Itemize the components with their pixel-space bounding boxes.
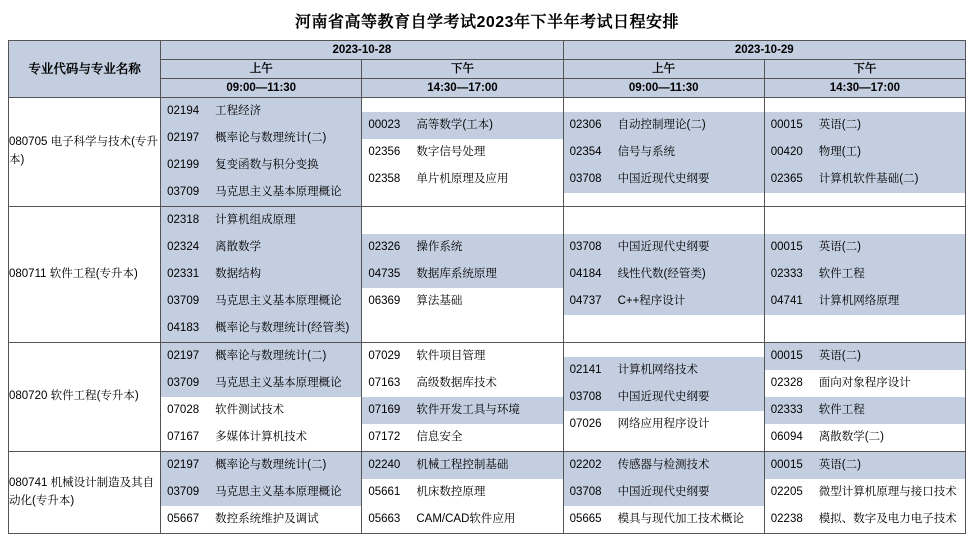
- table-row: [9, 452, 966, 534]
- course-name: 中国近现代史纲要: [617, 241, 710, 253]
- course-name: 机床数控原理: [416, 486, 486, 498]
- course-entry: [765, 343, 965, 370]
- course-list: [564, 112, 764, 193]
- course-entry: [564, 234, 764, 261]
- header-major-column: 专业代码与专业名称: [9, 41, 161, 98]
- course-code: 05667: [167, 513, 200, 525]
- course-code: 04735: [368, 268, 401, 280]
- session-cell: [362, 98, 563, 207]
- course-name: 软件工程: [818, 404, 865, 416]
- course-name: 数据库系统原理: [416, 268, 497, 280]
- course-list: [362, 234, 562, 315]
- course-entry: [765, 506, 965, 533]
- exam-schedule-table: [8, 40, 966, 534]
- table-row: [9, 98, 966, 207]
- course-code: 07026: [569, 417, 602, 430]
- header-session-label-3: 上午: [563, 60, 764, 79]
- course-code: 05661: [368, 486, 401, 498]
- course-code: 07029: [368, 350, 401, 362]
- course-name: 单片机原理及应用: [416, 172, 509, 185]
- header-session-time-2: 14:30—17:00: [362, 79, 563, 98]
- course-name: 马克思主义基本原理概论: [215, 186, 342, 198]
- session-cell: [161, 98, 362, 207]
- course-entry: [161, 288, 361, 315]
- course-list: [765, 112, 965, 193]
- session-cell: [362, 207, 563, 343]
- course-list: [564, 452, 764, 533]
- course-code: 00015: [770, 459, 803, 471]
- course-name: 概率论与数理统计(二): [215, 132, 327, 144]
- course-list: [564, 234, 764, 315]
- header-session-label-2: 下午: [362, 60, 563, 79]
- course-entry: [362, 397, 562, 424]
- course-list: [564, 357, 764, 438]
- course-code: 02141: [569, 363, 602, 376]
- course-entry: [161, 343, 361, 370]
- course-name: 马克思主义基本原理概论: [215, 377, 342, 389]
- course-entry: [564, 139, 764, 166]
- course-entry: [765, 234, 965, 261]
- course-name: 马克思主义基本原理概论: [215, 486, 342, 498]
- course-entry: [362, 139, 562, 166]
- course-name: 软件开发工具与环境: [416, 404, 520, 416]
- course-code: 02306: [569, 118, 602, 131]
- course-entry: [564, 411, 764, 438]
- course-name: 网络应用程序设计: [617, 417, 710, 430]
- course-name: 离散数学: [215, 241, 262, 253]
- course-code: 03709: [167, 377, 200, 389]
- course-code: 03709: [167, 486, 200, 498]
- course-entry: [765, 370, 965, 397]
- course-code: 04184: [569, 268, 602, 280]
- course-code: 04183: [167, 322, 200, 334]
- course-code: 04737: [569, 295, 602, 307]
- course-name: 物理(工): [818, 145, 861, 158]
- table-body: [9, 98, 966, 534]
- course-entry: [765, 479, 965, 506]
- course-name: 操作系统: [416, 241, 463, 253]
- course-list: [362, 452, 562, 533]
- session-cell: [161, 207, 362, 343]
- course-code: 02324: [167, 241, 200, 253]
- course-entry: [564, 166, 764, 193]
- course-name: 概率论与数理统计(二): [215, 350, 327, 362]
- session-cell: [362, 343, 563, 452]
- course-entry: [362, 261, 562, 288]
- course-code: 02326: [368, 241, 401, 253]
- major-cell: 080705 电子科学与技术(专升本): [9, 98, 161, 207]
- table-row: [9, 343, 966, 452]
- header-session-label-4: 下午: [764, 60, 965, 79]
- course-code: 02238: [770, 513, 803, 525]
- header-date-1: 2023-10-28: [161, 41, 563, 60]
- course-name: 传感器与检测技术: [617, 459, 710, 471]
- course-code: 02205: [770, 486, 803, 498]
- course-code: 03708: [569, 486, 602, 498]
- course-entry: [564, 261, 764, 288]
- course-code: 02328: [770, 377, 803, 389]
- course-entry: [161, 315, 361, 342]
- course-code: 02197: [167, 459, 200, 471]
- course-entry: [362, 424, 562, 451]
- course-code: 07163: [368, 377, 401, 389]
- session-cell: [563, 98, 764, 207]
- course-code: 07172: [368, 431, 401, 443]
- course-code: 02197: [167, 350, 200, 362]
- course-entry: [362, 370, 562, 397]
- course-entry: [564, 112, 764, 139]
- course-list: [765, 452, 965, 533]
- session-cell: [764, 207, 965, 343]
- course-entry: [161, 261, 361, 288]
- course-name: 计算机网络技术: [617, 363, 699, 376]
- course-entry: [564, 357, 764, 384]
- course-entry: [765, 397, 965, 424]
- course-name: 概率论与数理统计(二): [215, 459, 327, 471]
- course-name: 工程经济: [215, 105, 262, 117]
- session-cell: [563, 452, 764, 534]
- course-code: 07169: [368, 404, 401, 416]
- course-code: 02333: [770, 268, 803, 280]
- course-name: 软件项目管理: [416, 350, 486, 362]
- course-code: 02199: [167, 159, 200, 171]
- course-entry: [161, 397, 361, 424]
- course-name: 英语(二): [818, 350, 861, 362]
- session-cell: [161, 343, 362, 452]
- header-session-time-4: 14:30—17:00: [764, 79, 965, 98]
- course-name: 英语(二): [818, 241, 861, 253]
- table-header: [9, 41, 966, 98]
- course-list: [161, 452, 361, 533]
- course-code: 07167: [167, 431, 200, 443]
- session-cell: [362, 452, 563, 534]
- course-entry: [161, 179, 361, 206]
- course-code: 06369: [368, 295, 401, 307]
- course-code: 02202: [569, 459, 602, 471]
- course-name: 中国近现代史纲要: [617, 486, 710, 498]
- course-name: 自动控制理论(二): [617, 118, 706, 131]
- course-code: 02354: [569, 145, 602, 158]
- course-code: 05663: [368, 513, 401, 525]
- session-cell: [563, 207, 764, 343]
- course-name: 软件工程: [818, 268, 865, 280]
- course-entry: [564, 506, 764, 533]
- course-name: 面向对象程序设计: [818, 377, 911, 389]
- course-code: 02333: [770, 404, 803, 416]
- course-entry: [161, 452, 361, 479]
- course-entry: [362, 112, 562, 139]
- course-name: 机械工程控制基础: [416, 459, 509, 471]
- course-name: 离散数学(二): [818, 431, 884, 443]
- page-title: 河南省高等教育自学考试2023年下半年考试日程安排: [294, 14, 680, 31]
- course-code: 03708: [569, 241, 602, 253]
- session-cell: [764, 98, 965, 207]
- table-row: [9, 207, 966, 343]
- course-code: 00015: [770, 118, 803, 131]
- course-list: [765, 343, 965, 451]
- course-list: [161, 207, 361, 342]
- course-entry: [564, 384, 764, 411]
- course-list: [161, 98, 361, 206]
- course-entry: [161, 98, 361, 125]
- major-cell: 080720 软件工程(专升本): [9, 343, 161, 452]
- course-code: 02331: [167, 268, 200, 280]
- course-entry: [765, 112, 965, 139]
- course-name: 信息安全: [416, 431, 463, 443]
- session-cell: [563, 343, 764, 452]
- header-session-time-1: 09:00—11:30: [161, 79, 362, 98]
- course-code: 00023: [368, 118, 401, 131]
- course-name: 信号与系统: [617, 145, 676, 158]
- course-name: 线性代数(经管类): [617, 268, 706, 280]
- course-name: 模拟、数字及电力电子技术: [818, 513, 957, 525]
- course-code: 03709: [167, 186, 200, 198]
- course-name: 高级数据库技术: [416, 377, 497, 389]
- course-name: 计算机网络原理: [818, 295, 900, 307]
- course-code: 03708: [569, 172, 602, 185]
- course-entry: [362, 506, 562, 533]
- major-cell: 080741 机械设计制造及其自动化(专升本): [9, 452, 161, 534]
- course-name: 马克思主义基本原理概论: [215, 295, 342, 307]
- session-cell: [764, 343, 965, 452]
- course-entry: [161, 479, 361, 506]
- course-name: 计算机组成原理: [215, 214, 296, 226]
- course-entry: [362, 343, 562, 370]
- course-name: 概率论与数理统计(经管类): [215, 322, 350, 334]
- course-entry: [362, 452, 562, 479]
- course-name: CAM/CAD软件应用: [416, 513, 516, 525]
- course-name: 中国近现代史纲要: [617, 172, 710, 185]
- course-code: 03708: [569, 390, 602, 403]
- course-entry: [161, 207, 361, 234]
- course-entry: [161, 506, 361, 533]
- course-name: 计算机软件基础(二): [818, 172, 919, 185]
- course-code: 03709: [167, 295, 200, 307]
- header-session-time-3: 09:00—11:30: [563, 79, 764, 98]
- course-name: 模具与现代加工技术概论: [617, 513, 745, 525]
- course-entry: [564, 288, 764, 315]
- course-name: 英语(二): [818, 118, 861, 131]
- course-entry: [161, 370, 361, 397]
- course-entry: [362, 288, 562, 315]
- course-entry: [765, 139, 965, 166]
- course-name: 多媒体计算机技术: [215, 431, 308, 443]
- course-entry: [564, 479, 764, 506]
- course-name: 中国近现代史纲要: [617, 390, 710, 403]
- course-code: 02365: [770, 172, 803, 185]
- course-entry: [362, 166, 562, 193]
- course-entry: [765, 261, 965, 288]
- major-cell: 080711 软件工程(专升本): [9, 207, 161, 343]
- course-name: C++程序设计: [617, 295, 686, 307]
- header-date-2: 2023-10-29: [563, 41, 965, 60]
- course-entry: [161, 424, 361, 451]
- course-code: 00420: [770, 145, 803, 158]
- course-list: [765, 234, 965, 315]
- course-name: 复变函数与积分变换: [215, 159, 319, 171]
- course-code: 07028: [167, 404, 200, 416]
- course-name: 英语(二): [818, 459, 861, 471]
- course-entry: [161, 152, 361, 179]
- course-entry: [765, 424, 965, 451]
- course-code: 02356: [368, 145, 401, 158]
- course-name: 算法基础: [416, 295, 463, 307]
- course-entry: [161, 125, 361, 152]
- course-name: 高等数学(工本): [416, 118, 494, 131]
- session-cell: [161, 452, 362, 534]
- header-session-label-1: 上午: [161, 60, 362, 79]
- course-name: 数控系统维护及调试: [215, 513, 319, 525]
- course-name: 软件测试技术: [215, 404, 285, 416]
- course-code: 02318: [167, 214, 200, 226]
- course-code: 02194: [167, 105, 200, 117]
- course-entry: [362, 234, 562, 261]
- course-name: 数字信号处理: [416, 145, 486, 158]
- course-list: [161, 343, 361, 451]
- course-entry: [564, 452, 764, 479]
- course-entry: [362, 479, 562, 506]
- course-code: 02240: [368, 459, 401, 471]
- course-name: 数据结构: [215, 268, 262, 280]
- course-code: 04741: [770, 295, 803, 307]
- course-list: [362, 112, 562, 193]
- course-code: 05665: [569, 513, 602, 525]
- course-code: 02197: [167, 132, 200, 144]
- course-code: 02358: [368, 172, 401, 185]
- course-entry: [765, 288, 965, 315]
- course-code: 06094: [770, 431, 803, 443]
- course-name: 微型计算机原理与接口技术: [818, 486, 957, 498]
- session-cell: [764, 452, 965, 534]
- course-entry: [765, 452, 965, 479]
- course-entry: [765, 166, 965, 193]
- course-code: 00015: [770, 241, 803, 253]
- course-list: [362, 343, 562, 451]
- course-entry: [161, 234, 361, 261]
- course-code: 00015: [770, 350, 803, 362]
